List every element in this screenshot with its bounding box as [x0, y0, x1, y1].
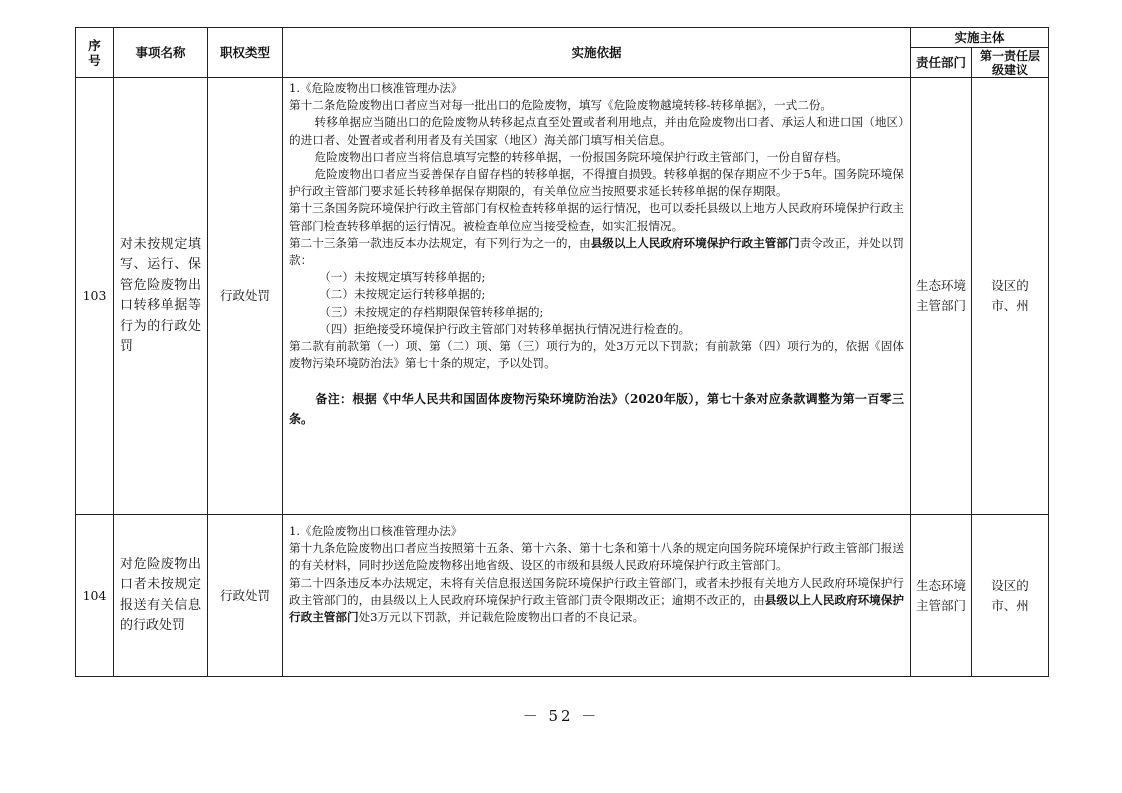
basis-emphasis: 县级以上人民政府环境保护行政主管部门 — [289, 592, 904, 625]
items-table — [75, 27, 1049, 677]
header-basis: 实施依据 — [283, 28, 911, 78]
implementation-basis — [283, 78, 911, 515]
basis-paragraph: 第二款有前款第（一）项、第（二）项、第（三）项行为的，处3万元以下罚款；有前款第（四）项行为的，依据《固体废物污染环境防治法》第七十条的规定，予以处罚。 — [289, 339, 904, 371]
basis-note: 备注：根据《中华人民共和国固体废物污染环境防治法》（2020年版），第七十条对应条款调整为第一百零三条。 — [289, 392, 904, 427]
basis-emphasis: 县级以上人民政府环境保护行政主管部门 — [590, 235, 800, 250]
basis-clause: （二）未按规定运行转移单据的; — [319, 287, 486, 302]
basis-clause: （三）未按规定的存档期限保管转移单据的; — [319, 304, 544, 319]
header-name: 事项名称 — [114, 28, 208, 78]
header-level: 第一责任层级建议 — [972, 48, 1049, 78]
responsible-dept: 生态环境主管部门 — [911, 515, 972, 677]
basis-paragraph — [289, 575, 904, 627]
responsibility-level: 设区的市、州 — [972, 78, 1049, 515]
header-no: 序号 — [76, 28, 114, 78]
page-number: － 52 － — [522, 707, 600, 725]
responsibility-level: 设区的市、州 — [972, 515, 1049, 677]
basis-text: 第二十四条违反本办法规定，未将有关信息报送国务院环境保护行政主管部门，或者未抄报有关地方人民政府环境保护行政主管部门的，由县级以上人民政府环境保护行政主管部门责令限期改正；逾期不改正的，由 — [289, 575, 904, 607]
basis-paragraph: 第十三条国务院环境保护行政主管部门有权检查转移单据的运行情况，也可以委托县级以上地方人民政府环境保护行政主管部门检查转移单据的运行情况。被检查单位应当接受检查，如实汇报情况。 — [289, 201, 904, 233]
basis-text: 第二十三条第一款违反本办法规定，有下列行为之一的，由 — [289, 235, 591, 250]
basis-clause: （一）未按规定填写转移单据的; — [319, 270, 486, 285]
basis-paragraph: 第十九条危险废物出口者应当按照第十五条、第十六条、第十七条和第十八条的规定向国务院环境保护行政主管部门报送的有关材料，同时抄送危险废物移出地省级、设区的市级和县级人民政府环境保护行政主管部门。 — [289, 541, 904, 573]
power-type: 行政处罚 — [208, 515, 283, 677]
basis-paragraph: 转移单据应当随出口的危险废物从转移起点直至处置或者利用地点，并由危险废物出口者、承运人和进口国（地区）的进口者、处置者或者利用者及有关国家（地区）海关部门填写相关信息。 — [289, 115, 904, 147]
row-number: 103 — [76, 78, 114, 515]
basis-paragraph — [289, 235, 904, 269]
table-row — [76, 515, 1049, 677]
power-type: 行政处罚 — [208, 78, 283, 515]
basis-text: 处3万元以下罚款，并记载危险废物出口者的不良记录。 — [358, 610, 645, 625]
implementation-basis — [283, 515, 911, 677]
item-name: 对危险废物出口者未按规定报送有关信息的行政处罚 — [114, 515, 208, 677]
header-type: 职权类型 — [208, 28, 283, 78]
responsible-dept: 生态环境主管部门 — [911, 78, 972, 515]
header-subject: 实施主体 — [911, 28, 1049, 48]
header-dept: 责任部门 — [911, 48, 972, 78]
basis-paragraph: 1.《危险废物出口核准管理办法》 — [289, 81, 463, 95]
basis-paragraph: 危险废物出口者应当将信息填写完整的转移单据，一份报国务院环境保护行政主管部门，一份自留存档。 — [314, 149, 848, 164]
item-name: 对未按规定填写、运行、保管危险废物出口转移单据等行为的行政处罚 — [114, 78, 208, 515]
basis-paragraph: 第十二条危险废物出口者应当对每一批出口的危险废物，填写《危险废物越境转移-转移单据》，一式二份。 — [289, 98, 833, 113]
basis-text: 责令改正，并处以罚款： — [289, 235, 904, 268]
basis-clause: （四）拒绝接受环境保护行政主管部门对转移单据执行情况进行检查的。 — [319, 321, 691, 336]
basis-paragraph: 危险废物出口者应当妥善保存自留存档的转移单据，不得擅自损毁。转移单据的保存期应不少于5年。国务院环境保护行政主管部门要求延长转移单据保存期限的，有关单位应当按照要求延长转移单据的保存期限。 — [289, 167, 904, 199]
table-row — [76, 78, 1049, 515]
row-number: 104 — [76, 515, 114, 677]
basis-paragraph: 1.《危险废物出口核准管理办法》 — [289, 524, 463, 538]
